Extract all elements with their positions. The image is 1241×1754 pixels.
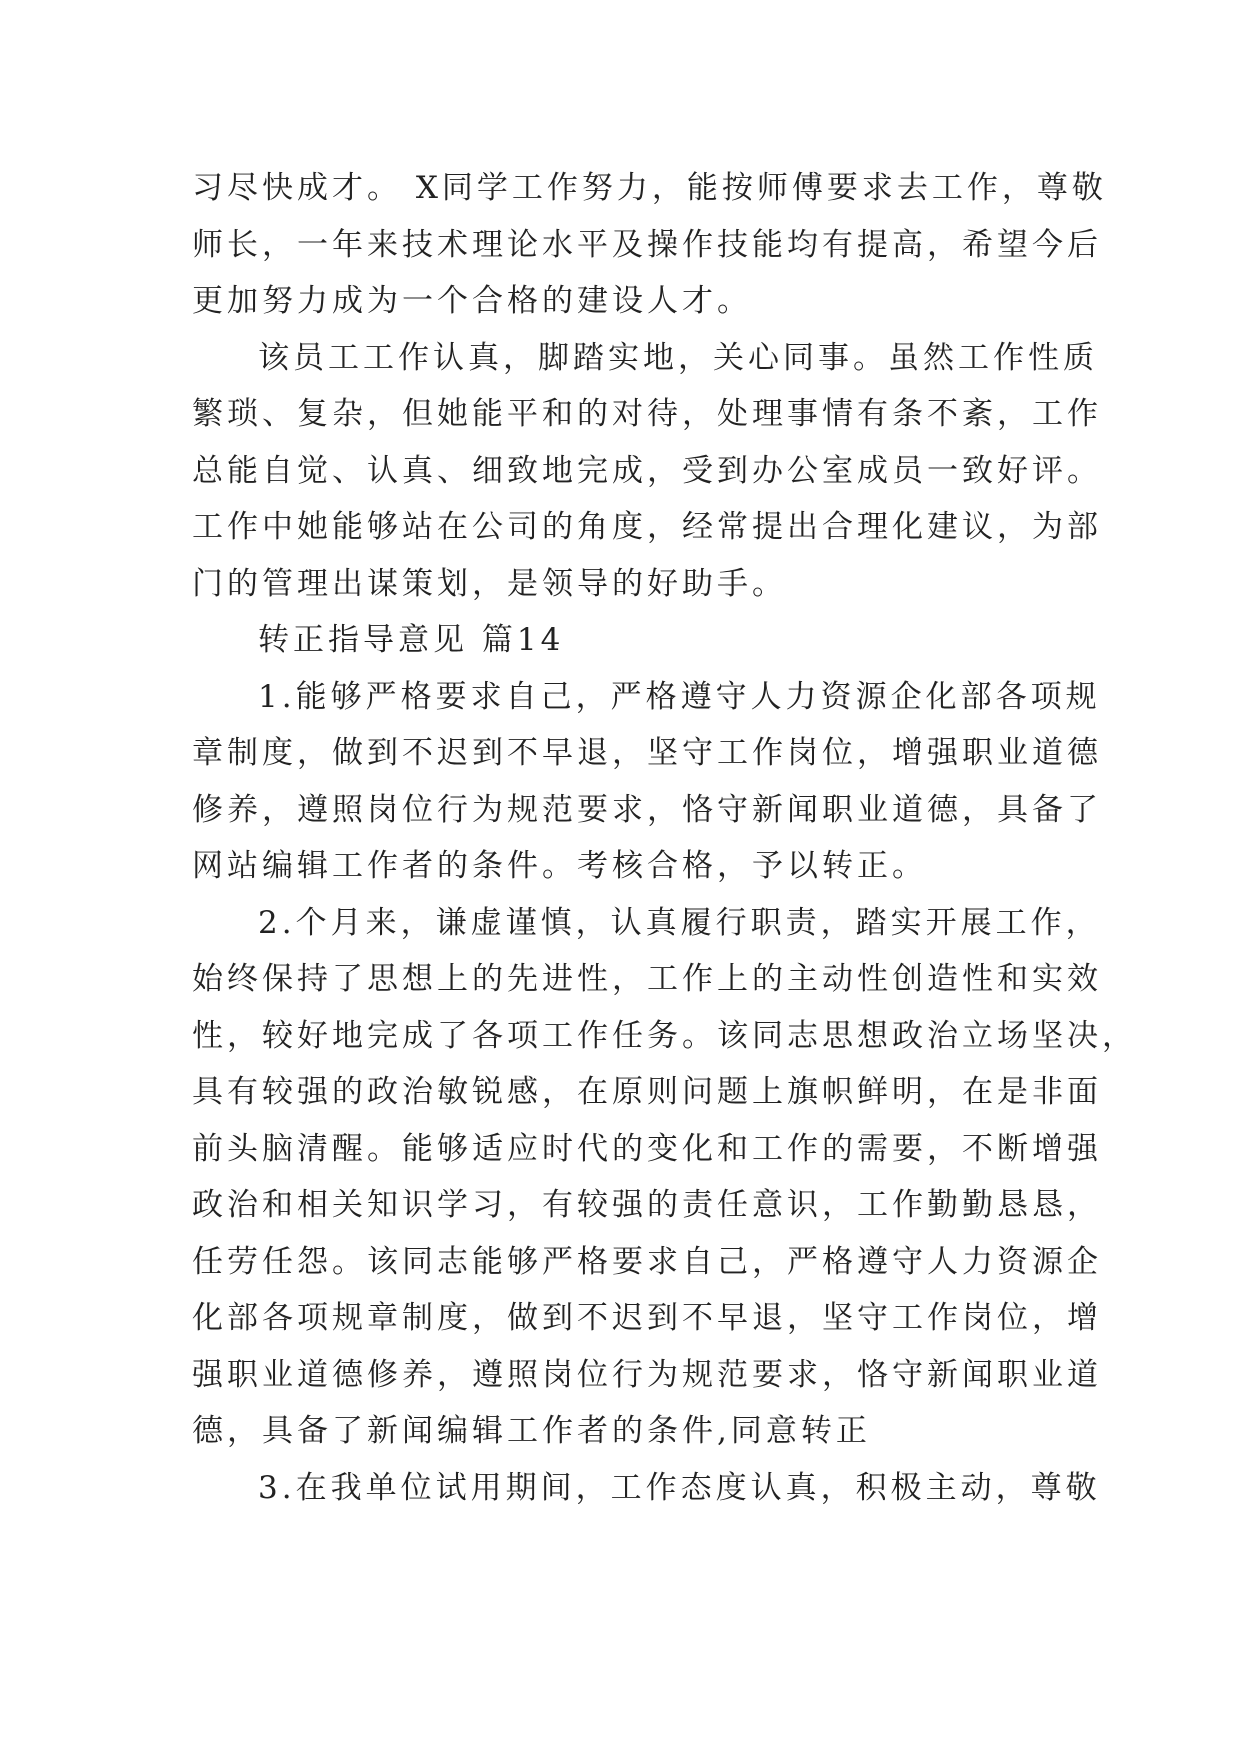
document-body <box>192 160 1137 1516</box>
text-line: 德，具备了新闻编辑工作者的条件,同意转正 <box>192 1413 871 1449</box>
text-line: 强职业道德修养，遵照岗位行为规范要求，恪守新闻职业道 <box>192 1356 1102 1393</box>
text-line: 章制度，做到不迟到不早退，坚守工作岗位，增强职业道德 <box>192 735 1102 771</box>
text-line: 化部各项规章制度，做到不迟到不早退，坚守工作岗位，增 <box>192 1300 1102 1336</box>
text-line: 修养，遵照岗位行为规范要求，恪守新闻职业道德，具备了 <box>192 791 1102 828</box>
paragraph-4 <box>192 895 1137 1460</box>
text-line: 政治和相关知识学习，有较强的责任意识，工作勤勤恳恳， <box>192 1187 1102 1223</box>
text-line: 任劳任怨。该同志能够严格要求自己，严格遵守人力资源企 <box>192 1243 1102 1280</box>
text-line: 门的管理出谋策划，是领导的好助手。 <box>192 565 787 602</box>
text-line: 该员工工作认真，脚踏实地，关心同事。虽然工作性质 <box>258 339 1098 376</box>
text-line: 1.能够严格要求自己，严格遵守人力资源企化部各项规 <box>258 678 1101 715</box>
paragraph-1 <box>192 160 1107 330</box>
section-heading <box>192 612 1072 669</box>
text-line: 网站编辑工作者的条件。考核合格，予以转正。 <box>192 848 927 884</box>
text-line: 2.个月来，谦虚谨慎，认真履行职责，踏实开展工作， <box>258 904 1101 941</box>
text-line: 总能自觉、认真、细致地完成，受到办公室成员一致好评。 <box>192 452 1102 489</box>
text-line: 更加努力成为一个合格的建设人才。 <box>192 283 752 319</box>
text-line: 前头脑清醒。能够适应时代的变化和工作的需要，不断增强 <box>192 1130 1102 1167</box>
paragraph-5 <box>192 1460 1101 1517</box>
paragraph-3 <box>192 669 1102 895</box>
section-title: 转正指导意见 篇14 <box>258 622 565 658</box>
text-line: 工作中她能够站在公司的角度，经常提出合理化建议，为部 <box>192 509 1102 545</box>
text-line: 习尽快成才。 X同学工作努力，能按师傅要求去工作，尊敬 <box>192 170 1107 206</box>
text-line: 师长，一年来技术理论水平及操作技能均有提高，希望今后 <box>192 226 1102 263</box>
text-line: 3.在我单位试用期间，工作态度认真，积极主动，尊敬 <box>258 1469 1101 1506</box>
text-line: 始终保持了思想上的先进性，工作上的主动性创造性和实效 <box>192 961 1102 997</box>
text-line: 性，较好地完成了各项工作任务。该同志思想政治立场坚决， <box>192 1017 1137 1054</box>
text-line: 具有较强的政治敏锐感，在原则问题上旗帜鲜明，在是非面 <box>192 1074 1102 1110</box>
paragraph-2 <box>192 330 1102 613</box>
text-line: 繁琐、复杂，但她能平和的对待，处理事情有条不紊，工作 <box>192 396 1102 432</box>
